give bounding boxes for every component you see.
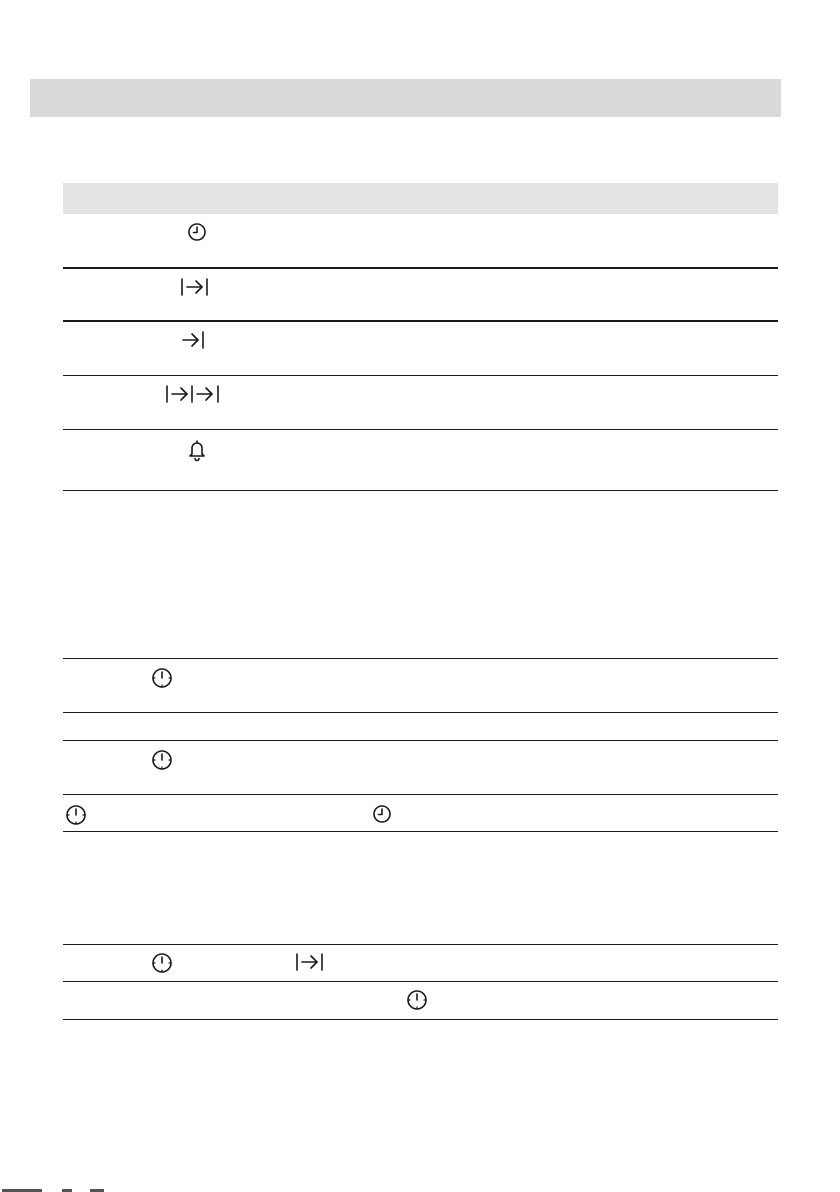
clock-icon	[372, 804, 392, 824]
step-divider	[63, 944, 778, 945]
step-divider	[63, 831, 778, 832]
timer-icon	[151, 952, 173, 974]
step-divider	[63, 794, 778, 795]
step-divider	[63, 740, 778, 741]
page-edge-marks	[0, 1184, 110, 1192]
clock-icon	[187, 222, 207, 242]
duration-icon	[180, 277, 210, 297]
table-row-divider	[63, 320, 778, 322]
section-header-bar	[30, 79, 781, 117]
step-divider	[63, 658, 778, 659]
step-divider	[63, 1019, 778, 1020]
step-divider	[63, 712, 778, 713]
table-row-divider	[63, 267, 778, 269]
table-row-divider	[63, 429, 778, 430]
timer-icon	[151, 667, 173, 689]
minute-minder-icon	[187, 439, 207, 461]
timer-icon	[151, 749, 173, 771]
timer-icon	[406, 989, 428, 1011]
time-delay-icon	[165, 384, 225, 404]
table-row-divider	[63, 375, 778, 376]
timer-icon	[65, 804, 87, 826]
table-row-divider	[63, 490, 778, 491]
step-divider	[63, 981, 778, 982]
duration-icon	[295, 952, 325, 972]
end-icon	[181, 330, 207, 350]
function-table-header	[63, 183, 778, 214]
